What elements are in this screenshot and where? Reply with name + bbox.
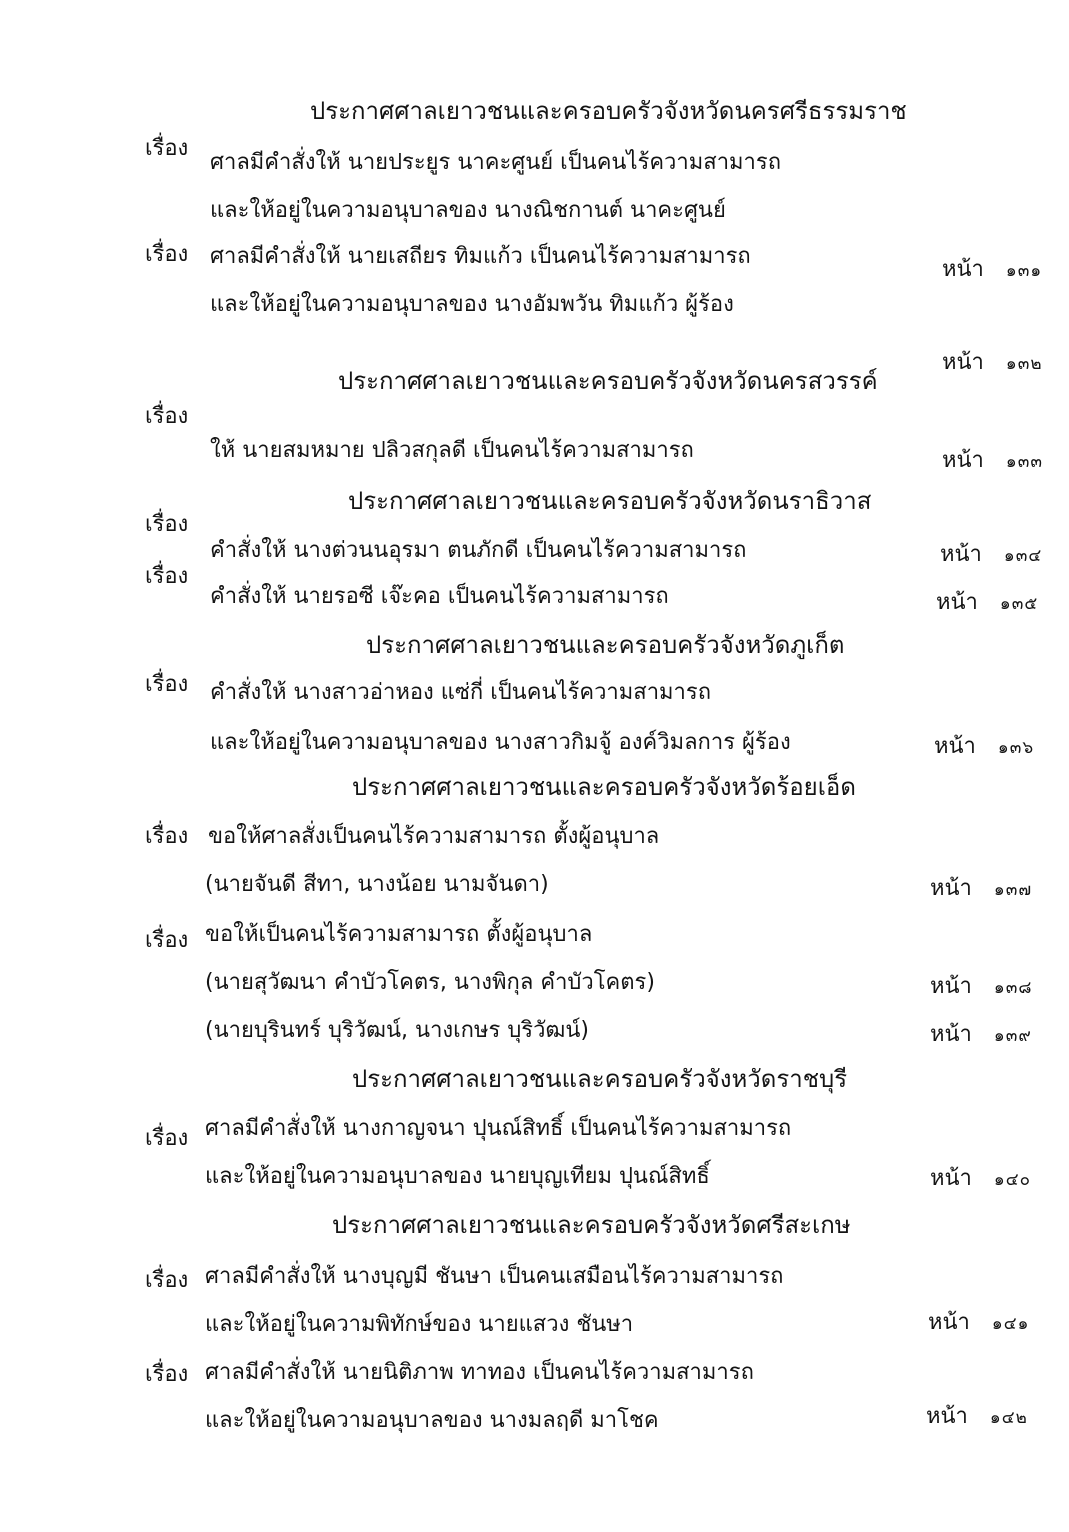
entry-line: (นายสุวัฒนา คำบัวโคตร, นางพิกุล คำบัวโคตร) — [205, 970, 655, 995]
entry-line: (นายจันดี สีทา, นางน้อย นามจันดา) — [205, 872, 549, 897]
entry-line: ขอให้เป็นคนไร้ความสามารถ ตั้งผู้อนุบาล — [205, 922, 593, 947]
page-number: ๑๓๘ — [993, 978, 1033, 998]
entry-line: ศาลมีคำสั่งให้ นายประยูร นาคะศูนย์ เป็นคนไร้ความสามารถ — [210, 150, 782, 175]
page-reference — [926, 1402, 1028, 1433]
page-label: หน้า — [930, 974, 972, 999]
page-reference — [930, 1164, 1031, 1195]
page-reference — [940, 540, 1042, 571]
entry-line: และให้อยู่ในความอนุบาลของ นางสาวกิมจู้ องค์วิมลการ ผู้ร้อง — [210, 730, 791, 755]
entry-line: ศาลมีคำสั่งให้ นายเสถียร ทิมแก้ว เป็นคนไร้ความสามารถ — [210, 244, 751, 269]
page-number: ๑๓๖ — [997, 738, 1035, 758]
page-number: ๑๔๑ — [991, 1314, 1030, 1334]
section-heading: ประกาศศาลเยาวชนและครอบครัวจังหวัดราชบุรี — [352, 1065, 848, 1093]
page-reference — [930, 972, 1032, 1003]
page-reference — [942, 255, 1042, 286]
entry-line: คำสั่งให้ นางต่วนนอุรมา ตนภักดี เป็นคนไร้ความสามารถ — [210, 538, 747, 563]
page-number: ๑๓๑ — [1005, 261, 1043, 281]
section-heading: ประกาศศาลเยาวชนและครอบครัวจังหวัดร้อยเอ็ด — [352, 773, 856, 801]
page-reference — [930, 1020, 1032, 1051]
page-label: หน้า — [936, 590, 978, 615]
entry-label: เรื่อง — [145, 136, 189, 161]
page-number: ๑๓๒ — [1005, 354, 1043, 374]
entry-line: และให้อยู่ในความอนุบาลของ นางณิชกานต์ นาคะศูนย์ — [210, 198, 726, 223]
page-label: หน้า — [942, 350, 984, 375]
entry-line: คำสั่งให้ นางสาวอ่าหอง แซ่กี่ เป็นคนไร้ความสามารถ — [210, 680, 712, 705]
section-heading: ประกาศศาลเยาวชนและครอบครัวจังหวัดนครศรีธรรมราช — [310, 97, 907, 125]
entry-line: ขอให้ศาลสั่งเป็นคนไร้ความสามารถ ตั้งผู้อนุบาล — [208, 824, 660, 849]
section-heading: ประกาศศาลเยาวชนและครอบครัวจังหวัดนครสวรรค์ — [338, 367, 878, 395]
section-heading: ประกาศศาลเยาวชนและครอบครัวจังหวัดนราธิวาส — [348, 487, 872, 515]
page-reference — [942, 446, 1043, 477]
section-heading: ประกาศศาลเยาวชนและครอบครัวจังหวัดภูเก็ต — [366, 631, 845, 659]
entry-line: และให้อยู่ในความอนุบาลของ นายบุญเทียม ปุนณ์สิทธิ์ — [205, 1164, 710, 1189]
page-number: ๑๓๗ — [993, 880, 1033, 900]
page-label: หน้า — [942, 257, 984, 282]
page-number: ๑๔๐ — [993, 1170, 1031, 1190]
entry-label: เรื่อง — [145, 564, 189, 589]
entry-label: เรื่อง — [145, 1362, 189, 1387]
entry-line: ศาลมีคำสั่งให้ นางกาญจนา ปุนณ์สิทธิ์ เป็นคนไร้ความสามารถ — [205, 1116, 792, 1141]
entry-line: และให้อยู่ในความอนุบาลของ นางอัมพวัน ทิมแก้ว ผู้ร้อง — [210, 292, 734, 317]
entry-label: เรื่อง — [145, 242, 189, 267]
page-number: ๑๓๕ — [999, 594, 1039, 614]
entry-label: เรื่อง — [145, 1268, 189, 1293]
entry-line: ศาลมีคำสั่งให้ นายนิติภาพ ทาทอง เป็นคนไร้ความสามารถ — [205, 1360, 754, 1385]
page-label: หน้า — [934, 734, 976, 759]
page-number: ๑๓๙ — [993, 1026, 1032, 1046]
page-reference — [936, 588, 1038, 619]
entry-label: เรื่อง — [145, 928, 189, 953]
entry-label: เรื่อง — [145, 1126, 189, 1151]
entry-line: (นายบุรินทร์ บุริวัฒน์, นางเกษร บุริวัฒน์) — [205, 1018, 589, 1043]
entry-label: เรื่อง — [145, 404, 189, 429]
page-label: หน้า — [928, 1310, 970, 1335]
page-label: หน้า — [926, 1404, 968, 1429]
page-reference — [928, 1308, 1029, 1339]
page-label: หน้า — [930, 1022, 972, 1047]
entry-label: เรื่อง — [145, 824, 189, 849]
section-heading: ประกาศศาลเยาวชนและครอบครัวจังหวัดศรีสะเกษ — [332, 1211, 851, 1239]
page-label: หน้า — [930, 876, 972, 901]
entry-line: และให้อยู่ในความพิทักษ์ของ นายแสวง ชันษา — [205, 1312, 634, 1337]
page-number: ๑๓๔ — [1003, 546, 1043, 566]
page-label: หน้า — [942, 448, 984, 473]
page-label: หน้า — [940, 542, 982, 567]
entry-line: และให้อยู่ในความอนุบาลของ นางมลฤดี มาโชค — [205, 1408, 659, 1433]
page-reference — [934, 732, 1034, 763]
page-reference — [930, 874, 1032, 905]
entry-line: ศาลมีคำสั่งให้ นางบุญมี ชันษา เป็นคนเสมือนไร้ความสามารถ — [205, 1264, 784, 1289]
entry-label: เรื่อง — [145, 672, 189, 697]
entry-label: เรื่อง — [145, 512, 189, 537]
entry-line: ให้ นายสมหมาย ปลิวสกุลดี เป็นคนไร้ความสามารถ — [210, 438, 694, 463]
page-label: หน้า — [930, 1166, 972, 1191]
entry-line: คำสั่งให้ นายรอซี เจ๊ะคอ เป็นคนไร้ความสามารถ — [210, 584, 669, 609]
page-number: ๑๔๒ — [989, 1408, 1028, 1428]
page-reference — [942, 348, 1043, 379]
page-number: ๑๓๓ — [1005, 452, 1043, 472]
